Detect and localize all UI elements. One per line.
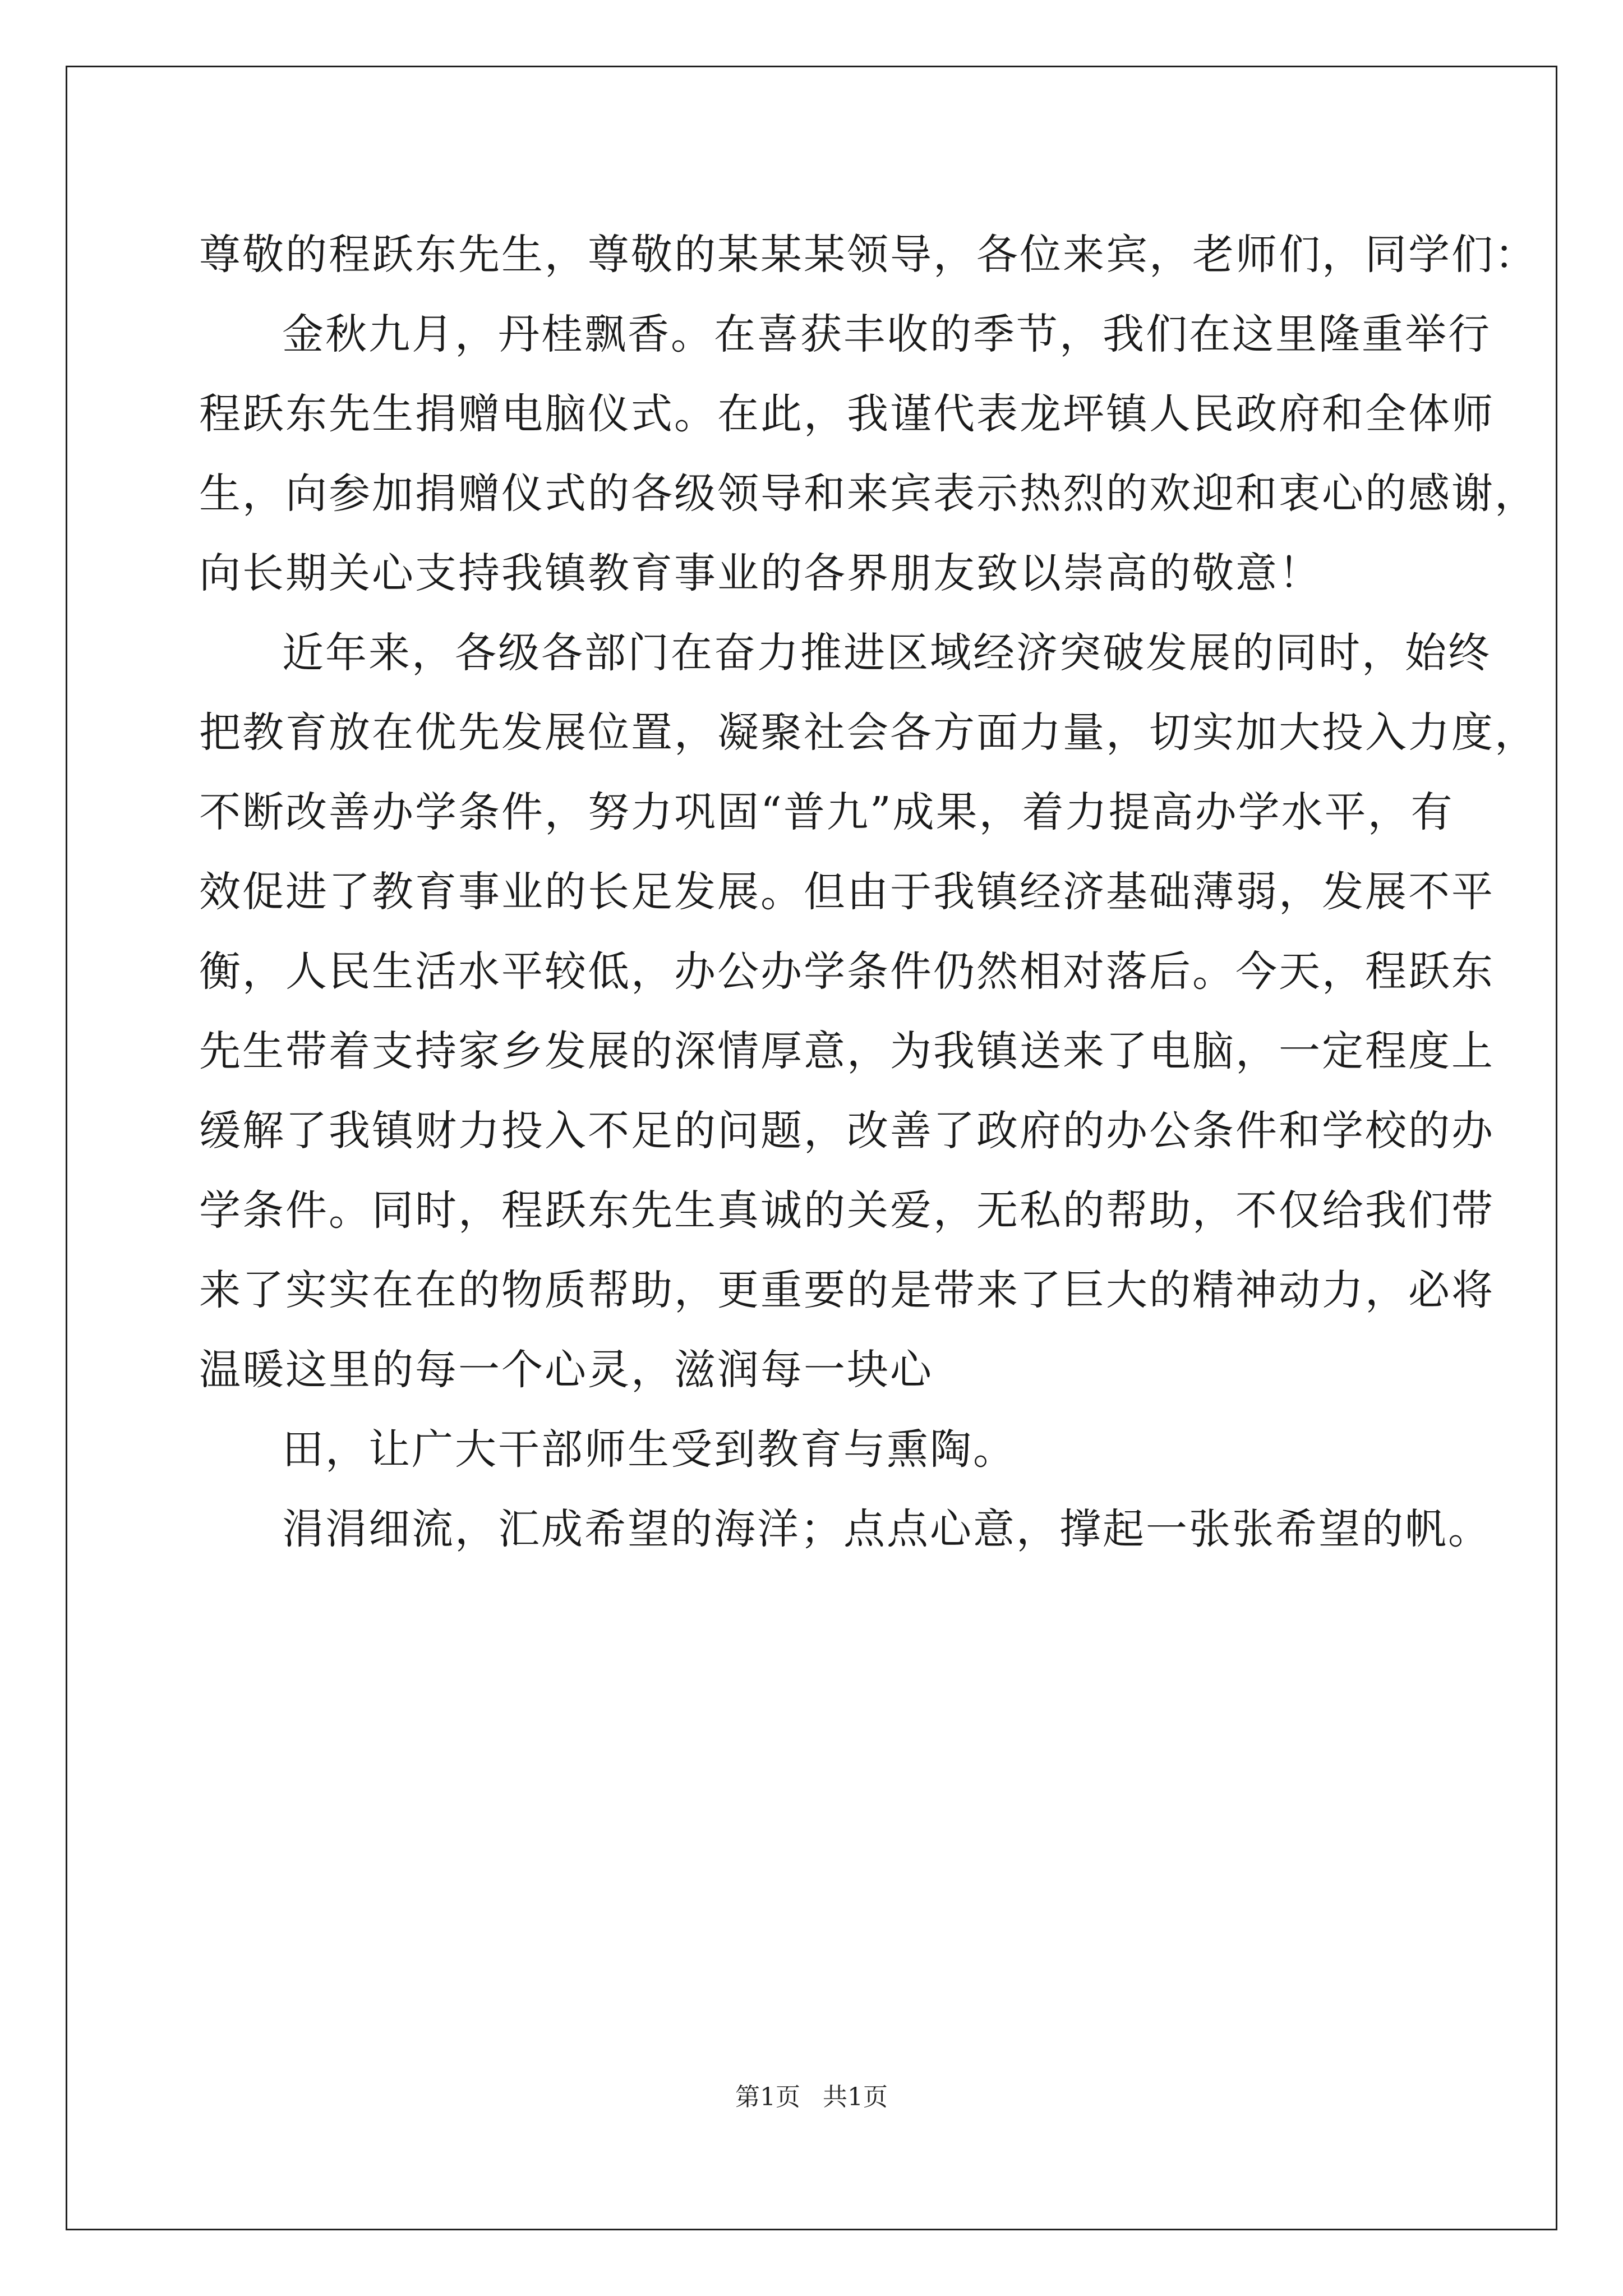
paragraph-line: 先生带着支持家乡发展的深情厚意，为我镇送来了电脑，一定程度上 [199, 1027, 1495, 1075]
page-total: 共1页 [823, 2083, 888, 2111]
paragraph-line: 效促进了教育事业的长足发展。但由于我镇经济基础薄弱，发展不平 [199, 868, 1495, 916]
paragraph-line: 来了实实在在的物质帮助，更重要的是带来了巨大的精神动力，必将 [199, 1266, 1495, 1314]
paragraph-line: 生，向参加捐赠仪式的各级领导和来宾表示热烈的欢迎和衷心的感谢， [199, 470, 1538, 518]
paragraph-line: 不断改善办学条件，努力巩固“普九”成果，着力提高办学水平，有 [199, 788, 1454, 836]
paragraph-line: 田，让广大干部师生受到教育与熏陶。 [282, 1425, 1016, 1474]
paragraph-line: 衡，人民生活水平较低，办公办学条件仍然相对落后。今天，程跃东 [199, 947, 1495, 996]
paragraph-line: 温暖这里的每一个心灵，滋润每一块心 [199, 1346, 933, 1394]
paragraph-line: 缓解了我镇财力投入不足的问题，改善了政府的办公条件和学校的办 [199, 1107, 1495, 1155]
paragraph-line: 涓涓细流，汇成希望的海洋；点点心意，撑起一张张希望的帆。 [282, 1505, 1491, 1553]
paragraph-line: 把教育放在优先发展位置，凝聚社会各方面力量，切实加大投入力度， [199, 708, 1538, 757]
paragraph-line: 金秋九月，丹桂飘香。在喜获丰收的季节，我们在这里隆重举行 [282, 310, 1491, 358]
page-number: 第1页 [735, 2083, 800, 2111]
paragraph-line: 学条件。同时，程跃东先生真诚的关爱，无私的帮助，不仅给我们带 [199, 1186, 1495, 1235]
salutation-line: 尊敬的程跃东先生，尊敬的某某某领导，各位来宾，老师们，同学们： [199, 231, 1538, 279]
paragraph-line: 向长期关心支持我镇教育事业的各界朋友致以崇高的敬意！ [199, 549, 1322, 597]
paragraph-line: 程跃东先生捐赠电脑仪式。在此，我谨代表龙坪镇人民政府和全体师 [199, 390, 1495, 438]
document-body [199, 215, 1538, 1569]
page-footer [0, 2077, 1623, 2113]
paragraph-line: 近年来，各级各部门在奋力推进区域经济突破发展的同时，始终 [282, 629, 1491, 677]
